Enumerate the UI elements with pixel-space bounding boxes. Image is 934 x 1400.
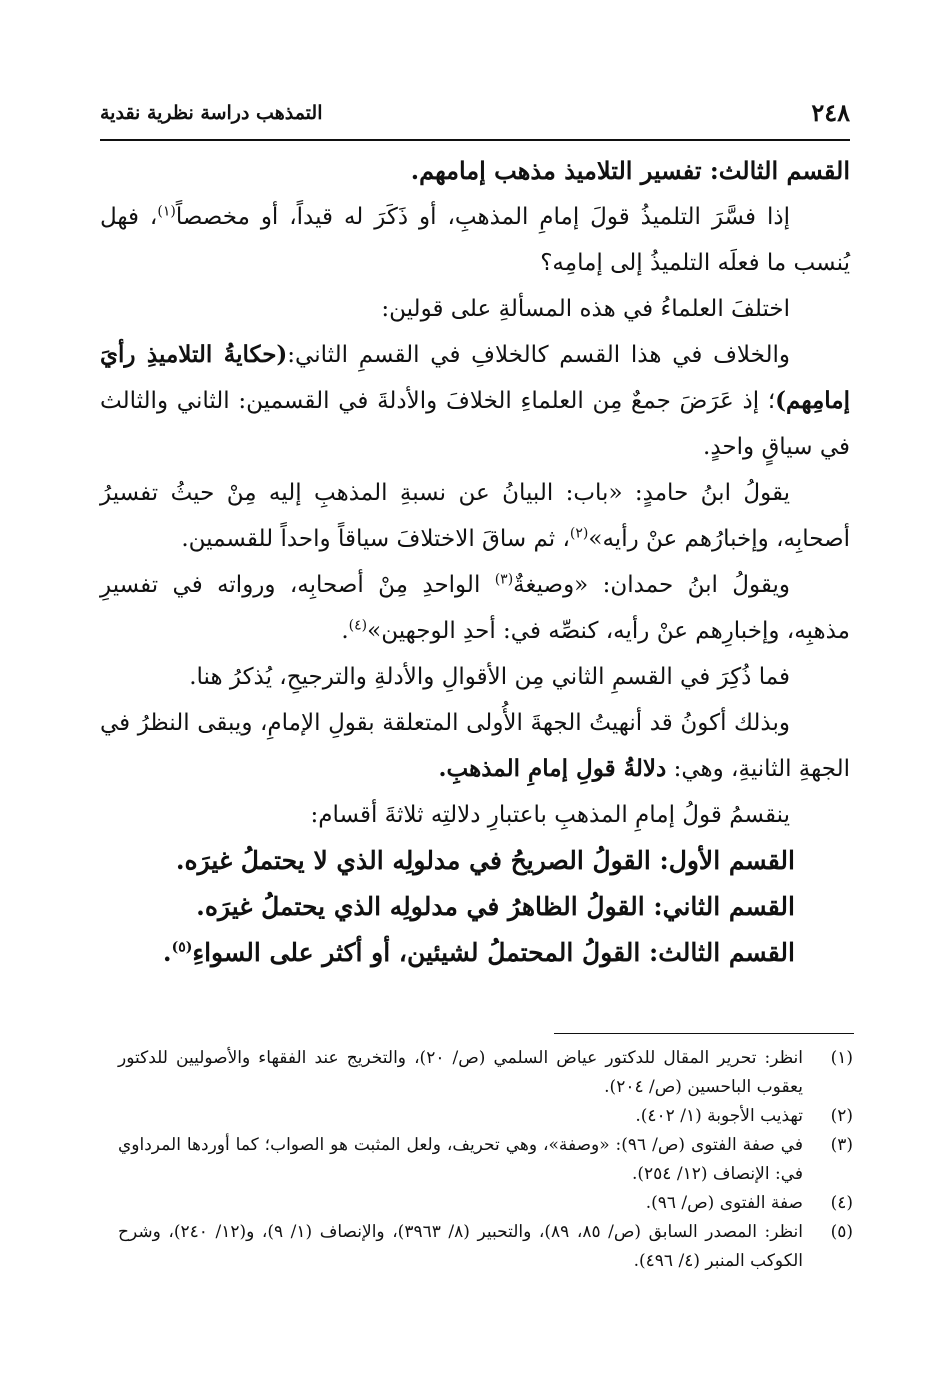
page-header — [100, 92, 850, 136]
footnote-rule — [554, 1033, 854, 1034]
footnote-ref-1[interactable]: (١) — [157, 203, 176, 220]
main-text — [100, 148, 850, 976]
paragraph-3-bold: (حكايةُ التلاميذِ رأيَ إمامِهم) — [100, 341, 850, 414]
header-rule — [100, 139, 850, 141]
paragraph-5-c: . — [341, 618, 349, 644]
paragraph-1 — [100, 194, 850, 286]
footnote-number: (٤) — [830, 1193, 853, 1213]
paragraph-8: ينقسمُ قولُ إمامِ المذهبِ باعتبارِ دلالتِه ثلاثةَ أقسام: — [310, 802, 790, 828]
paragraph-1-end: ، فهل يُنسب ما فعلَه التلميذُ إلى إمامِه؟ — [100, 204, 850, 276]
paragraph-4-b: ، ثم ساقَ الاختلافَ سياقاً واحداً للقسمين. — [181, 526, 570, 552]
running-title: التمذهب دراسة نظرية نقدية — [100, 102, 323, 124]
footnotes — [118, 1044, 853, 1276]
footnote-text: تهذيب الأجوبة (١/ ٤٠٢). — [635, 1106, 803, 1126]
footnote-2 — [118, 1102, 853, 1131]
footnote-ref-4[interactable]: (٤) — [348, 617, 368, 634]
footnote-ref-2[interactable]: (٢) — [569, 525, 589, 542]
paragraph-5 — [100, 562, 850, 654]
footnote-number: (٢) — [830, 1106, 853, 1126]
footnote-5 — [118, 1218, 853, 1276]
paragraph-7-bold: دلالةُ قولِ إمامِ المذهبِ. — [438, 755, 667, 782]
division-1: القسم الأول: القولُ الصريحُ في مدلولِه الذي لا يحتملُ غيرَه. — [175, 846, 795, 875]
footnote-text: انظر: المصدر السابق (ص/ ٨٥، ٨٩)، والتحبير (٨/ ٣٩٦٣)، والإنصاف (١/ ٩)، و(١٢/ ٢٤٠)، وشرح الكوكب المنبر (٤/ ٤٩٦). — [118, 1222, 803, 1271]
paragraph-7-a: وبذلك أكونُ قد أنهيتُ الجهةَ الأُولى المتعلقة بقولِ الإمامِ، ويبقى النظرُ في الجهةِ الثانيةِ، وهي: — [100, 710, 850, 782]
footnote-text: انظر: تحرير المقال للدكتور عياض السلمي (ص/ ٢٠)، والتخريج عند الفقهاء والأصوليين للدكتور يعقوب الباحسين (ص/ ٢٠٤). — [118, 1048, 804, 1097]
footnote-3 — [118, 1131, 853, 1189]
division-2: القسم الثاني: القولُ الظاهرُ في مدلولِه الذي يحتملُ غيرَه. — [196, 892, 795, 921]
paragraph-7 — [100, 700, 850, 792]
section-heading: القسم الثالث: تفسير التلاميذ مذهب إمامهم. — [410, 156, 850, 185]
division-3-text: القسم الثالث: القولُ المحتملُ لشيئين، أو أكثر على السواءِ — [192, 938, 795, 967]
paragraph-5-b: الواحدِ مِنْ أصحابِه، ورواته في تفسيرِ مذهبِه، وإخبارِهم عنْ رأيه، كنصِّه في: أحدِ الوجهين» — [100, 572, 850, 644]
paragraph-6: فما ذُكِرَ في القسمِ الثاني مِن الأقوالِ والأدلةِ والترجيحِ، يُذكرُ هنا. — [189, 664, 790, 690]
footnote-text: صفة الفتوى (ص/ ٩٦). — [645, 1193, 803, 1213]
paragraph-5-a: ويقولُ ابنُ حمدان: «وصيغةٌ — [513, 572, 790, 598]
paragraph-3-b: ؛ إذ عَرَضَ جمعٌ مِن العلماءِ الخلافَ والأدلةَ في القسمين: الثاني والثالث في سياقٍ واحدٍ. — [100, 388, 850, 460]
division-3-end: . — [162, 938, 172, 967]
paragraph-2: اختلفَ العلماءُ في هذه المسألةِ على قولين: — [381, 296, 790, 322]
footnote-4 — [118, 1189, 853, 1218]
footnote-text: في صفة الفتوى (ص/ ٩٦): «وصفة»، وهي تحريف، ولعل المثبت هو الصواب؛ كما أوردها المرداوي في: الإنصاف (١٢/ ٢٥٤). — [118, 1135, 803, 1184]
footnote-number: (٣) — [830, 1135, 853, 1155]
paragraph-3 — [100, 332, 850, 470]
footnote-ref-5[interactable]: (٥) — [171, 939, 193, 956]
paragraph-3-a: والخلاف في هذا القسم كالخلافِ في القسمِ الثاني: — [287, 342, 791, 368]
footnote-number: (١) — [830, 1048, 853, 1068]
page-number: ٢٤٨ — [811, 98, 850, 127]
footnote-1 — [118, 1044, 853, 1102]
footnote-ref-3[interactable]: (٣) — [494, 571, 514, 588]
division-3 — [100, 930, 850, 976]
footnote-number: (٥) — [830, 1222, 853, 1242]
paragraph-4 — [100, 470, 850, 562]
paragraph-1-text: إذا فسَّرَ التلميذُ قولَ إمامِ المذهبِ، أو ذَكَرَ له قيداً، أو مخصصاً — [175, 204, 790, 230]
paragraph-4-a: يقولُ ابنُ حامدٍ: «باب: البيانُ عن نسبةِ المذهبِ إليه مِنْ حيثُ تفسيرُ أصحابِه، وإخبارُهم عنْ رأيه» — [100, 480, 850, 552]
